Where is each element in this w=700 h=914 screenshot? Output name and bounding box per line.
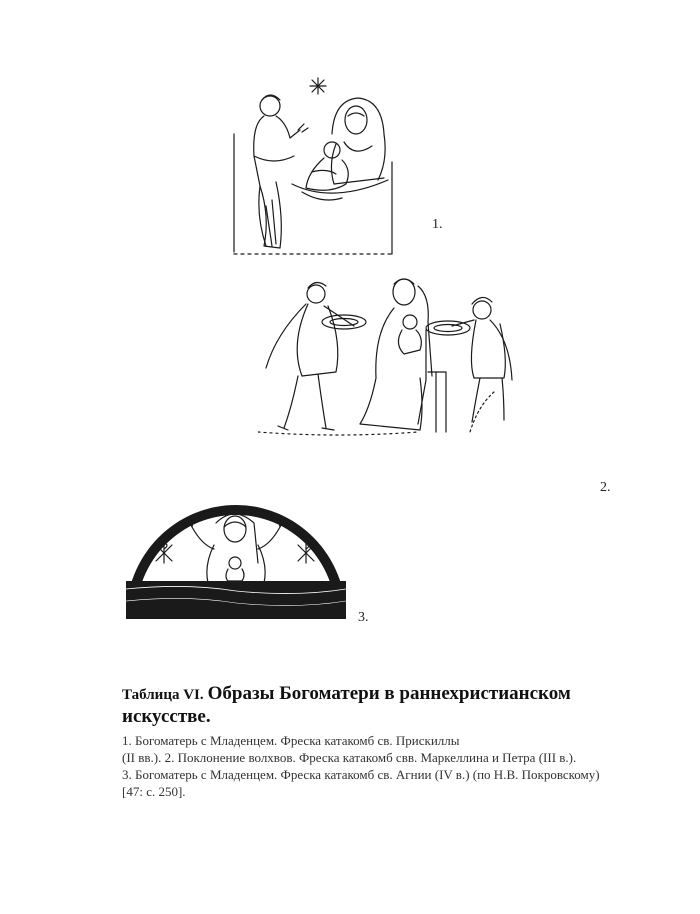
- plate-label: Таблица VI.: [122, 687, 204, 703]
- figure-2-number: 2.: [600, 480, 611, 495]
- caption-line: (II вв.). 2. Поклонение волхвов. Фреска катакомб свв. Маркеллина и Петра (III в.).: [122, 750, 577, 765]
- caption-line: [47: с. 250].: [122, 784, 186, 799]
- figure-3-number: 3.: [358, 610, 369, 625]
- star-icon: [310, 78, 326, 94]
- figure-2-illustration: [258, 272, 530, 442]
- plate-title: Образы Богоматери в раннехристианском искусстве.: [122, 683, 571, 727]
- figure-1-number: 1.: [432, 217, 443, 232]
- figure-3-drawing: [122, 497, 350, 622]
- figure-1-drawing: [232, 72, 402, 260]
- caption-description: [122, 732, 622, 800]
- caption-line: 3. Богоматерь с Младенцем. Фреска катакомб св. Агнии (IV в.) (по Н.В. Покровскому): [122, 767, 600, 782]
- caption-title-block: [122, 683, 622, 729]
- figure-1-illustration: [232, 72, 402, 260]
- plate-caption: [122, 683, 622, 800]
- figure-2-drawing: [258, 272, 530, 442]
- caption-line: 1. Богоматерь с Младенцем. Фреска катакомб св. Прискиллы: [122, 733, 460, 748]
- figure-3-illustration: [122, 497, 350, 622]
